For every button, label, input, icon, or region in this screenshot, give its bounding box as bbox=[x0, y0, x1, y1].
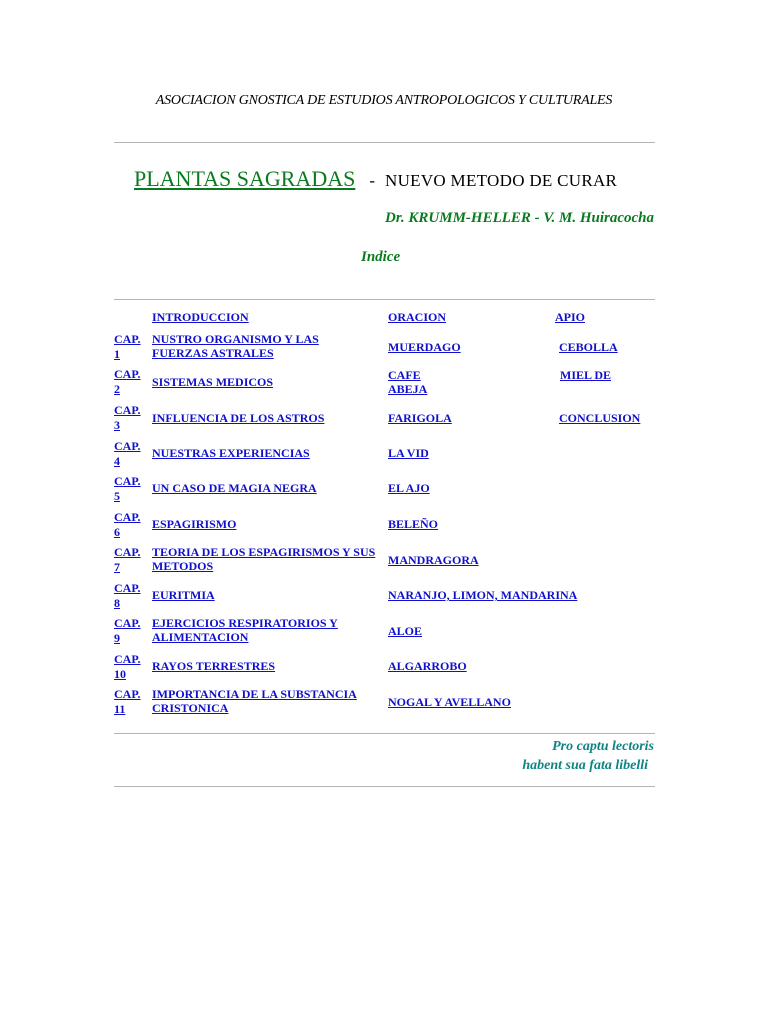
toc-link-la-vid[interactable]: LA VID bbox=[388, 446, 429, 460]
chapter-number-link[interactable] bbox=[114, 332, 148, 362]
chapter-number-link[interactable] bbox=[114, 545, 148, 575]
book-subtitle: NUEVO METODO DE CURAR bbox=[385, 171, 618, 190]
chapter-title-link[interactable]: RAYOS TERRESTRES bbox=[152, 659, 276, 673]
cap-number: 5 bbox=[114, 489, 120, 503]
toc-link-oracion[interactable]: ORACION bbox=[388, 310, 447, 324]
toc-link-miel[interactable]: MIEL DE bbox=[560, 368, 612, 382]
toc-link-cafe[interactable]: CAFE bbox=[388, 368, 421, 382]
divider-toc-bottom bbox=[114, 733, 655, 734]
organization-header: ASOCIACION GNOSTICA DE ESTUDIOS ANTROPOLOGICOS Y CULTURALES bbox=[155, 93, 613, 108]
toc-link-farigola[interactable]: FARIGOLA bbox=[388, 411, 452, 425]
motto-line-1: Pro captu lectoris bbox=[552, 739, 654, 754]
cap-number: 9 bbox=[114, 631, 120, 645]
cap-label: CAP. bbox=[114, 367, 141, 381]
cap-label: CAP. bbox=[114, 439, 141, 453]
chapter-title-link[interactable]: NUSTRO ORGANISMO Y LAS FUERZAS ASTRALES bbox=[152, 332, 319, 360]
cap-label: CAP. bbox=[114, 474, 141, 488]
chapter-title-link[interactable]: ESPAGIRISMO bbox=[152, 517, 237, 531]
book-title: PLANTAS SAGRADAS bbox=[134, 166, 356, 191]
title-dash: - bbox=[369, 171, 376, 190]
toc-link-cebolla[interactable]: CEBOLLA bbox=[559, 340, 618, 354]
divider-bottom bbox=[114, 786, 655, 787]
chapter-number-link[interactable] bbox=[114, 403, 148, 433]
motto-line-2: habent sua fata libelli bbox=[522, 758, 648, 773]
chapter-number-link[interactable] bbox=[114, 510, 148, 540]
chapter-title-link[interactable]: INFLUENCIA DE LOS ASTROS bbox=[152, 411, 325, 425]
chapter-title-link[interactable]: EURITMIA bbox=[152, 588, 215, 602]
toc-link-algarrobo[interactable]: ALGARROBO bbox=[388, 659, 467, 673]
cap-label: CAP. bbox=[114, 403, 141, 417]
toc-link-beleno[interactable]: BELEÑO bbox=[388, 517, 439, 531]
cap-label: CAP. bbox=[114, 581, 141, 595]
divider-toc-top bbox=[114, 299, 655, 300]
toc-link-abeja[interactable]: ABEJA bbox=[388, 382, 428, 396]
cap-label: CAP. bbox=[114, 510, 141, 524]
chapter-title-link[interactable]: TEORIA DE LOS ESPAGIRISMOS Y SUS METODOS bbox=[152, 545, 376, 573]
author-line: Dr. KRUMM-HELLER - V. M. Huiracocha bbox=[385, 210, 654, 226]
cap-number: 11 bbox=[114, 702, 126, 716]
index-heading: Indice bbox=[361, 249, 401, 265]
cap-label: CAP. bbox=[114, 616, 141, 630]
chapter-title-link[interactable]: UN CASO DE MAGIA NEGRA bbox=[152, 481, 317, 495]
chapter-number-link[interactable] bbox=[114, 687, 148, 717]
toc-link-conclusion[interactable]: CONCLUSION bbox=[559, 411, 641, 425]
chapter-number-link[interactable] bbox=[114, 581, 148, 611]
cap-label: CAP. bbox=[114, 332, 141, 346]
toc-link-naranjo[interactable]: NARANJO, LIMON, MANDARINA bbox=[388, 588, 578, 602]
cap-number: 8 bbox=[114, 596, 120, 610]
cap-number: 7 bbox=[114, 560, 120, 574]
toc-link-mandragora[interactable]: MANDRAGORA bbox=[388, 553, 479, 567]
cap-number: 10 bbox=[114, 667, 126, 681]
cap-label: CAP. bbox=[114, 652, 141, 666]
cap-number: 4 bbox=[114, 454, 120, 468]
cap-label: CAP. bbox=[114, 687, 141, 701]
chapter-number-link[interactable] bbox=[114, 616, 148, 646]
chapter-number-link[interactable] bbox=[114, 652, 148, 682]
title-row bbox=[134, 166, 617, 192]
chapter-title-link[interactable]: EJERCICIOS RESPIRATORIOS Y ALIMENTACION bbox=[152, 616, 338, 644]
toc-link-introduccion[interactable]: INTRODUCCION bbox=[152, 310, 249, 324]
cap-number: 2 bbox=[114, 382, 120, 396]
toc-link-el-ajo[interactable]: EL AJO bbox=[388, 481, 430, 495]
chapter-number-link[interactable] bbox=[114, 474, 148, 504]
chapter-number-link[interactable] bbox=[114, 367, 148, 397]
chapter-number-link[interactable] bbox=[114, 439, 148, 469]
toc-link-nogal[interactable]: NOGAL Y AVELLANO bbox=[388, 695, 511, 709]
divider-top bbox=[114, 142, 655, 143]
cap-label: CAP. bbox=[114, 545, 141, 559]
toc-link-muerdago[interactable]: MUERDAGO bbox=[388, 340, 461, 354]
chapter-title-link[interactable]: NUESTRAS EXPERIENCIAS bbox=[152, 446, 310, 460]
cap-number: 1 bbox=[114, 347, 120, 361]
cap-number: 6 bbox=[114, 525, 120, 539]
cap-number: 3 bbox=[114, 418, 120, 432]
chapter-title-link[interactable]: SISTEMAS MEDICOS bbox=[152, 375, 274, 389]
toc-link-apio[interactable]: APIO bbox=[555, 310, 585, 324]
toc-link-aloe[interactable]: ALOE bbox=[388, 624, 423, 638]
chapter-title-link[interactable]: IMPORTANCIA DE LA SUBSTANCIA CRISTONICA bbox=[152, 687, 357, 715]
